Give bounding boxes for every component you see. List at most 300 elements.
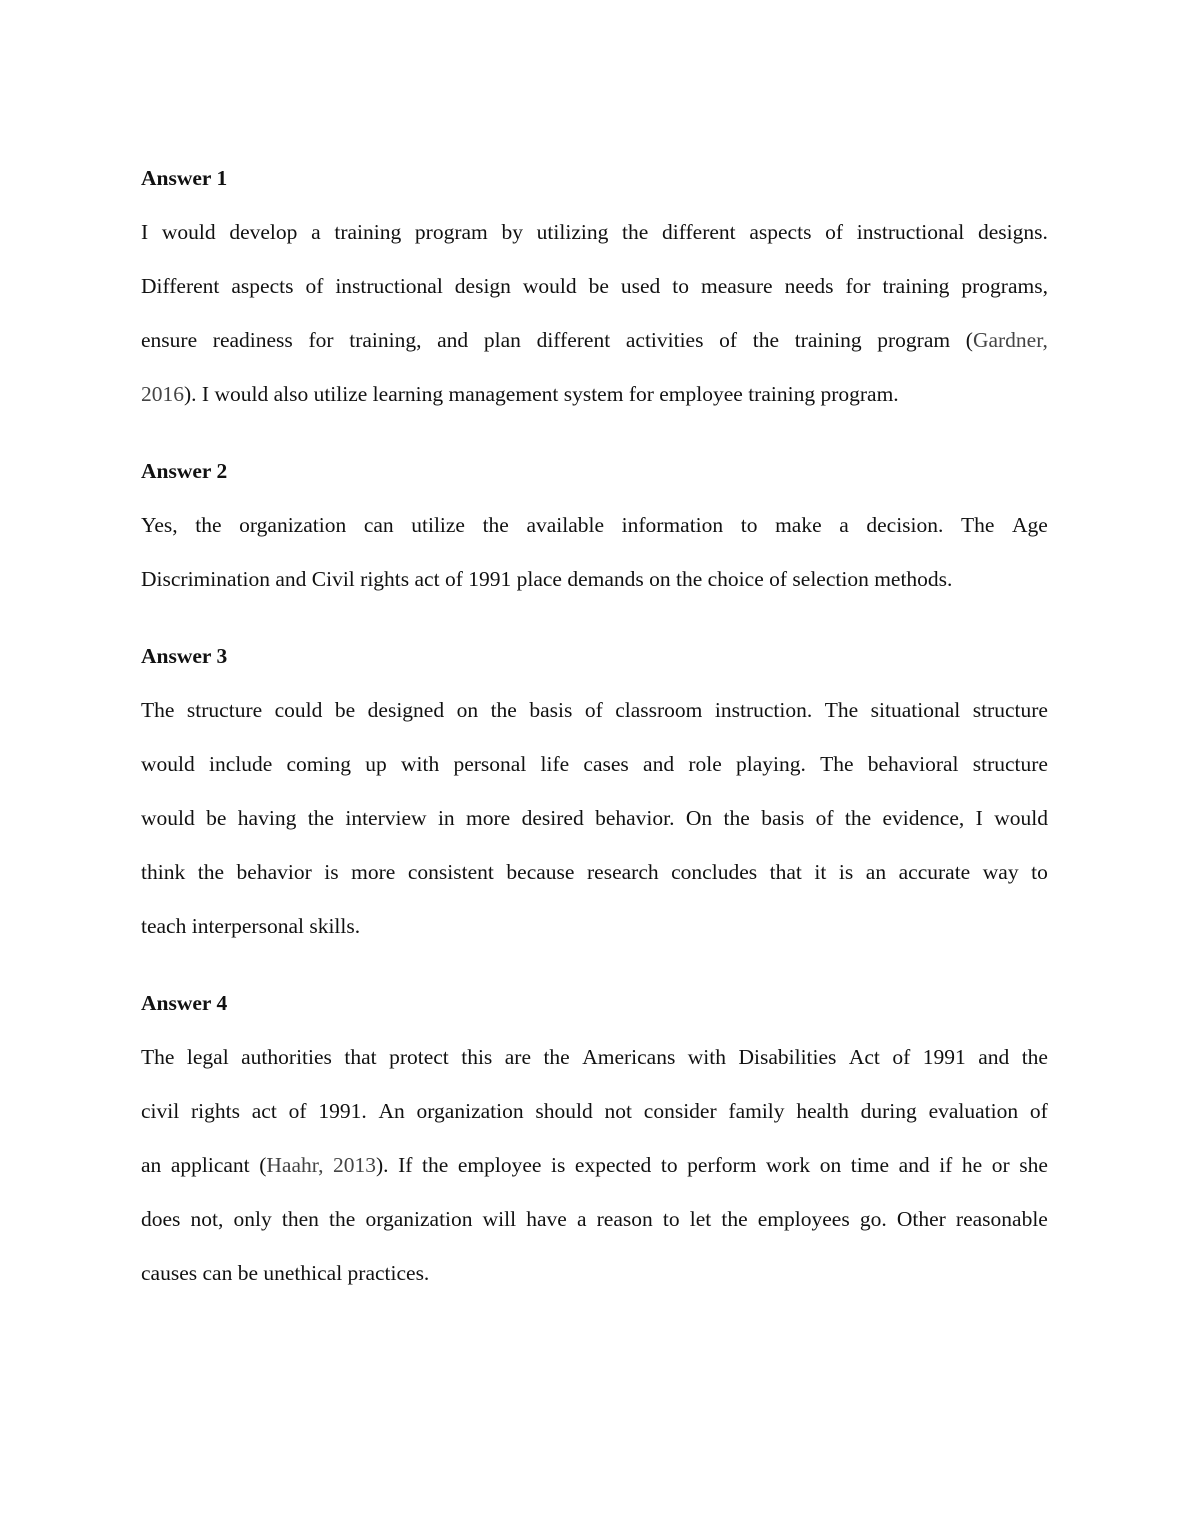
- text-segment: Disabilities: [738, 1045, 837, 1069]
- text-segment: for: [845, 274, 871, 298]
- text-segment: not,: [190, 1207, 224, 1231]
- text-segment: situational: [870, 698, 961, 722]
- text-segment: an: [865, 860, 887, 884]
- word: [453, 737, 526, 791]
- word: [506, 845, 574, 899]
- text-segment: ). I would also utilize learning management system for employee training program.: [184, 382, 899, 406]
- text-segment: measure: [700, 274, 773, 298]
- word: [899, 1138, 930, 1192]
- word: [345, 791, 426, 845]
- text-segment: act: [251, 1099, 277, 1123]
- text-segment: program: [414, 220, 488, 244]
- text-segment: up: [365, 752, 387, 776]
- text-segment: training: [334, 220, 402, 244]
- text-segment: activities: [625, 328, 704, 352]
- text-segment: rights: [191, 1099, 240, 1123]
- word: [141, 313, 197, 367]
- text-segment: different: [536, 328, 611, 352]
- word: [605, 1084, 632, 1138]
- word: [966, 313, 1048, 367]
- text-segment: 1991.: [318, 1099, 367, 1123]
- text-segment: Yes,: [141, 513, 178, 537]
- text-segment: be: [206, 806, 227, 830]
- text-segment: is: [324, 860, 339, 884]
- word: [401, 737, 439, 791]
- text-segment: she: [1019, 1153, 1048, 1177]
- word: [582, 1030, 675, 1084]
- word: [785, 259, 834, 313]
- word: [417, 1084, 524, 1138]
- text-segment: perform: [687, 1153, 757, 1177]
- word: [849, 1030, 880, 1084]
- text-segment: time: [850, 1153, 890, 1177]
- word: [662, 205, 736, 259]
- text-segment: health: [796, 1099, 849, 1123]
- text-segment: the: [482, 513, 509, 537]
- text-line: [141, 1084, 1048, 1138]
- text-segment: having: [237, 806, 297, 830]
- word: [871, 683, 961, 737]
- word: [877, 313, 950, 367]
- word: [622, 205, 648, 259]
- word: [795, 313, 862, 367]
- word: [978, 1030, 1009, 1084]
- text-segment: he: [961, 1153, 983, 1177]
- text-segment: Act: [848, 1045, 880, 1069]
- word: [318, 1084, 366, 1138]
- word: [191, 1084, 240, 1138]
- text-segment: with: [400, 752, 440, 776]
- text-segment: plan: [483, 328, 521, 352]
- text-segment: the: [422, 1153, 449, 1177]
- text-segment: if: [939, 1153, 953, 1177]
- text-line: [141, 1138, 1048, 1192]
- word: [365, 737, 387, 791]
- text-segment: more: [466, 806, 511, 830]
- word: [883, 791, 965, 845]
- text-segment: designed: [367, 698, 445, 722]
- word: [234, 1192, 272, 1246]
- text-segment: the: [622, 220, 649, 244]
- word: [365, 1192, 472, 1246]
- word: [411, 498, 465, 552]
- word: [1019, 1138, 1048, 1192]
- word: [687, 1138, 756, 1192]
- word: [461, 1030, 492, 1084]
- word: [577, 1192, 587, 1246]
- word: [861, 1084, 917, 1138]
- text-segment: The: [141, 698, 175, 722]
- word: [846, 259, 871, 313]
- text-segment: a: [576, 1207, 587, 1231]
- word: [415, 205, 488, 259]
- word: [976, 791, 983, 845]
- text-segment: needs: [784, 274, 834, 298]
- word: [141, 1084, 179, 1138]
- answer-section: [141, 629, 1048, 953]
- word: [860, 1192, 887, 1246]
- word: [484, 313, 521, 367]
- text-segment: interview: [345, 806, 427, 830]
- word: [198, 845, 224, 899]
- word: [422, 1138, 448, 1192]
- text-segment: I: [975, 806, 983, 830]
- text-segment: a: [839, 513, 849, 537]
- word: [141, 205, 148, 259]
- word: [282, 1192, 319, 1246]
- word: [866, 498, 943, 552]
- word: [213, 313, 293, 367]
- word: [753, 313, 779, 367]
- word: [715, 683, 812, 737]
- text-segment: An: [378, 1099, 405, 1123]
- text-segment: programs,: [961, 274, 1048, 298]
- text-segment: are: [504, 1045, 531, 1069]
- text-segment: can: [363, 513, 394, 537]
- word: [1022, 1030, 1048, 1084]
- text-segment: to: [1031, 860, 1048, 884]
- text-segment: authorities: [241, 1045, 332, 1069]
- text-line: [141, 1030, 1048, 1084]
- text-segment: way: [982, 860, 1019, 884]
- text-segment: Different: [141, 274, 220, 298]
- word: [483, 498, 509, 552]
- text-segment: a: [311, 220, 321, 244]
- text-segment: ).: [376, 1153, 389, 1177]
- text-segment: that: [344, 1045, 377, 1069]
- text-segment: classroom: [615, 698, 703, 722]
- word: [526, 1192, 567, 1246]
- text-segment: that: [769, 860, 802, 884]
- word: [973, 683, 1048, 737]
- text-segment: the: [723, 806, 750, 830]
- text-segment: because: [506, 860, 575, 884]
- word: [741, 498, 758, 552]
- word: [883, 259, 950, 313]
- word: [701, 259, 773, 313]
- text-segment: have: [526, 1207, 567, 1231]
- word: [1031, 845, 1048, 899]
- word: [505, 1030, 531, 1084]
- text-segment: the: [844, 806, 872, 830]
- text-segment: could: [274, 698, 323, 722]
- word: [820, 1138, 842, 1192]
- word: [141, 683, 174, 737]
- text-segment: to: [740, 513, 758, 537]
- text-segment: only: [233, 1207, 272, 1231]
- citation: Haahr,: [266, 1153, 324, 1177]
- word: [551, 1138, 565, 1192]
- word: [839, 498, 849, 552]
- word: [305, 259, 323, 313]
- section-heading: Answer 1: [141, 166, 228, 190]
- word: [239, 498, 346, 552]
- text-segment: training,: [349, 328, 422, 352]
- word: [543, 1030, 569, 1084]
- text-segment: include: [208, 752, 273, 776]
- word: [529, 683, 572, 737]
- text-segment: teach interpersonal skills.: [141, 914, 361, 938]
- word: [398, 1138, 412, 1192]
- word: [187, 1030, 229, 1084]
- word: [961, 259, 1048, 313]
- text-segment: does: [141, 1207, 181, 1231]
- text-segment: the: [721, 1207, 748, 1231]
- text-segment: the: [197, 860, 225, 884]
- word: [275, 683, 323, 737]
- word: [206, 791, 226, 845]
- word: [141, 259, 219, 313]
- answer-section: [141, 976, 1048, 1300]
- text-segment: aspects: [749, 220, 812, 244]
- text-segment: and: [978, 1045, 1010, 1069]
- text-segment: with: [687, 1045, 727, 1069]
- text-segment: of: [719, 328, 738, 352]
- text-segment: to: [672, 274, 689, 298]
- word: [141, 737, 195, 791]
- word: [324, 845, 338, 899]
- text-segment: the: [1021, 1045, 1048, 1069]
- word: [992, 1138, 1010, 1192]
- paragraph: [141, 498, 1048, 606]
- word: [816, 791, 834, 845]
- text-segment: the: [543, 1045, 570, 1069]
- text-line: [141, 845, 1048, 899]
- word: [537, 313, 611, 367]
- text-line: [141, 683, 1048, 737]
- text-segment: instruction.: [714, 698, 813, 722]
- text-segment: readiness: [212, 328, 293, 352]
- word: [329, 1192, 355, 1246]
- word: [868, 737, 959, 791]
- text-segment: utilizing: [536, 220, 609, 244]
- text-segment: ensure: [141, 328, 198, 352]
- text-segment: an: [141, 1153, 162, 1177]
- text-line: [141, 1192, 1048, 1246]
- text-segment: Age: [1012, 513, 1048, 537]
- word: [736, 737, 806, 791]
- text-segment: behavioral: [867, 752, 959, 776]
- text-segment: Other: [896, 1207, 946, 1231]
- word: [537, 205, 609, 259]
- word: [344, 1030, 376, 1084]
- text-line: [141, 737, 1048, 791]
- text-segment: designs.: [977, 220, 1048, 244]
- text-segment: consistent: [407, 860, 494, 884]
- word: [311, 205, 321, 259]
- text-segment: causes can be unethical practices.: [141, 1261, 430, 1285]
- text-segment: not: [604, 1099, 632, 1123]
- text-segment: basis: [529, 698, 573, 722]
- word: [749, 205, 811, 259]
- word: [237, 845, 312, 899]
- word: [775, 498, 822, 552]
- text-segment: applicant: [170, 1153, 250, 1177]
- word: [466, 791, 510, 845]
- word: [724, 791, 750, 845]
- answer-section: [141, 151, 1048, 421]
- word: [351, 845, 395, 899]
- text-segment: during: [860, 1099, 917, 1123]
- word: [364, 498, 394, 552]
- word: [378, 1084, 404, 1138]
- text-segment: civil: [141, 1099, 180, 1123]
- word: [523, 259, 577, 313]
- text-segment: life: [540, 752, 570, 776]
- text-segment: of: [892, 1045, 911, 1069]
- text-segment: work: [765, 1153, 811, 1177]
- text-segment: it: [814, 860, 827, 884]
- word: [252, 1084, 277, 1138]
- text-segment: the: [329, 1207, 356, 1231]
- text-segment: the: [307, 806, 334, 830]
- word: [839, 845, 853, 899]
- text-segment: The: [820, 752, 854, 776]
- text-segment: go.: [859, 1207, 887, 1231]
- text-segment: would: [994, 806, 1048, 830]
- text-segment: basis: [761, 806, 805, 830]
- word: [766, 1138, 810, 1192]
- text-segment: of: [305, 274, 324, 298]
- word: [796, 1084, 849, 1138]
- word: [825, 683, 858, 737]
- section-heading: Answer 3: [141, 644, 228, 668]
- text-line: [141, 899, 1048, 953]
- word: [686, 791, 712, 845]
- text-segment: make: [775, 513, 822, 537]
- word: [238, 791, 297, 845]
- text-segment: structure: [186, 698, 263, 722]
- word: [141, 498, 178, 552]
- text-segment: employees: [757, 1207, 850, 1231]
- word: [663, 1192, 680, 1246]
- word: [892, 1030, 910, 1084]
- word: [589, 259, 609, 313]
- word: [308, 313, 333, 367]
- word: [978, 205, 1048, 259]
- text-segment: cases: [583, 752, 629, 776]
- section-heading: Answer 2: [141, 459, 228, 483]
- word: [962, 1138, 982, 1192]
- paragraph: [141, 683, 1048, 953]
- word: [501, 205, 523, 259]
- text-segment: organization: [239, 513, 347, 537]
- text-segment: I: [141, 220, 149, 244]
- text-line: [141, 205, 1048, 259]
- text-segment: (: [965, 328, 973, 352]
- text-segment: design: [454, 274, 511, 298]
- text-line: [141, 259, 1048, 313]
- text-segment: The: [141, 1045, 175, 1069]
- word: [956, 1192, 1048, 1246]
- word: [643, 737, 674, 791]
- word: [241, 1030, 332, 1084]
- text-segment: Americans: [582, 1045, 676, 1069]
- text-segment: used: [620, 274, 661, 298]
- word: [141, 1030, 174, 1084]
- text-segment: different: [662, 220, 736, 244]
- text-segment: The: [961, 513, 995, 537]
- word: [814, 845, 826, 899]
- text-line: [141, 791, 1048, 845]
- word: [191, 1192, 224, 1246]
- text-segment: would: [161, 220, 216, 244]
- word: [333, 1138, 389, 1192]
- text-segment: concludes: [671, 860, 758, 884]
- word: [141, 1192, 180, 1246]
- word: [437, 313, 468, 367]
- word: [688, 737, 721, 791]
- text-segment: role: [688, 752, 722, 776]
- word: [535, 1084, 592, 1138]
- word: [308, 791, 334, 845]
- text-segment: is: [551, 1153, 566, 1177]
- text-segment: the: [195, 513, 222, 537]
- text-segment: instructional: [335, 274, 443, 298]
- text-segment: coming: [286, 752, 352, 776]
- word: [1030, 1084, 1048, 1138]
- text-segment: of: [815, 806, 834, 830]
- word: [289, 1084, 307, 1138]
- text-segment: for: [308, 328, 334, 352]
- text-segment: organization: [365, 1207, 473, 1231]
- word: [597, 1192, 653, 1246]
- text-segment: should: [535, 1099, 593, 1123]
- word: [899, 845, 971, 899]
- word: [728, 1084, 784, 1138]
- paragraph: [141, 1030, 1048, 1300]
- word: [187, 683, 262, 737]
- text-line: [141, 498, 1048, 552]
- word: [1012, 498, 1048, 552]
- text-segment: Discrimination and Civil rights act of 1991 place demands on the choice of selection methods.: [141, 567, 953, 591]
- text-segment: the: [752, 328, 780, 352]
- word: [195, 498, 221, 552]
- word: [287, 737, 352, 791]
- text-segment: 1991: [922, 1045, 966, 1069]
- text-segment: to: [660, 1153, 678, 1177]
- text-segment: evidence,: [882, 806, 965, 830]
- text-segment: (: [259, 1153, 267, 1177]
- word: [259, 1138, 323, 1192]
- word: [522, 791, 584, 845]
- word: [491, 683, 517, 737]
- text-segment: more: [351, 860, 396, 884]
- paragraph: [141, 205, 1048, 421]
- text-segment: on: [456, 698, 479, 722]
- text-segment: let: [689, 1207, 712, 1231]
- word: [770, 845, 802, 899]
- word: [983, 845, 1019, 899]
- text-segment: of: [584, 698, 603, 722]
- word: [615, 683, 702, 737]
- word: [939, 1138, 952, 1192]
- text-segment: then: [281, 1207, 319, 1231]
- text-line: [141, 313, 1048, 367]
- word: [672, 259, 689, 313]
- word: [334, 205, 401, 259]
- text-segment: The: [824, 698, 859, 722]
- text-segment: utilize: [411, 513, 465, 537]
- text-segment: of: [288, 1099, 307, 1123]
- word: [851, 1138, 889, 1192]
- word: [209, 737, 272, 791]
- text-segment: is: [838, 860, 854, 884]
- word: [455, 259, 511, 313]
- text-segment: consider: [643, 1099, 717, 1123]
- text-segment: be: [588, 274, 609, 298]
- text-segment: behavior.: [595, 806, 675, 830]
